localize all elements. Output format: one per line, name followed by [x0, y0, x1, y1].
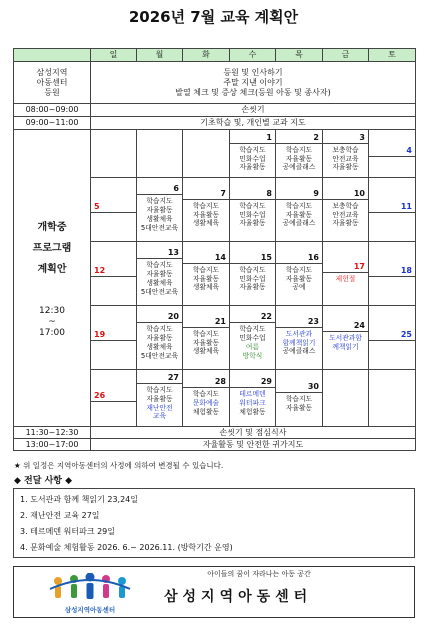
activity-line: 민화수업 — [239, 154, 266, 163]
calendar-day — [230, 130, 276, 178]
center-arrival-label: 삼성지역 아동센터 등원 — [14, 62, 91, 104]
weekday-header: 목 — [276, 49, 323, 62]
schedule-table — [13, 48, 416, 451]
activity-line: 생활체육 — [192, 347, 220, 356]
time-slot: 11:30~12:30 — [14, 427, 91, 439]
day-number: 19 — [91, 330, 136, 341]
logo-text: 삼성지역아동센터 — [64, 606, 116, 614]
calendar-day — [276, 370, 323, 427]
activity-line: 생활체육 — [146, 279, 173, 287]
day-activities — [137, 384, 182, 423]
calendar-day — [183, 178, 230, 242]
activity-line: 께책읽기 — [332, 343, 359, 351]
day-number: 30 — [276, 382, 322, 393]
day-activities — [276, 200, 322, 230]
activity-line: 공예클래스 — [282, 163, 316, 172]
activity-line: 학습지도 — [285, 145, 313, 154]
activity-line: 자율활동 — [285, 154, 313, 163]
activity-line: 재난안전 — [146, 403, 173, 412]
day-number: 25 — [369, 330, 415, 341]
calendar-day — [91, 370, 137, 427]
day-number: 20 — [137, 312, 182, 323]
activity-line: 자율활동 — [146, 334, 173, 343]
calendar-day — [276, 306, 323, 370]
activity-line: 생활체육 — [146, 343, 173, 351]
activity-line: 생활체육 — [192, 283, 220, 292]
calendar-day — [183, 306, 230, 370]
day-activities — [323, 200, 368, 230]
day-activities — [230, 264, 275, 294]
day-activities — [137, 259, 182, 298]
activity-line: 학습지도 — [192, 390, 220, 399]
calendar-day — [91, 306, 137, 370]
activity-line: 자율활동 — [332, 163, 359, 172]
day-activities — [137, 195, 182, 234]
list-item: 4. 문화예술 체험활동 2026. 6.~ 2026.11. (방학기간 운영) — [20, 543, 233, 552]
day-activities — [369, 157, 415, 161]
activity-line: 5대안전교육 — [140, 223, 179, 232]
calendar-day — [230, 306, 276, 370]
day-number: 16 — [276, 253, 322, 264]
calendar-empty — [91, 130, 137, 178]
activity-line: 자율활동 — [285, 274, 313, 283]
section-title: ◆ 전달 사항 ◆ — [14, 476, 73, 486]
calendar-day — [323, 178, 369, 242]
activity-line: 체험활동 — [239, 407, 266, 416]
weekday-header: 월 — [137, 49, 183, 62]
day-number: 8 — [230, 189, 275, 200]
calendar-day — [276, 178, 323, 242]
day-number: 21 — [183, 317, 229, 328]
calendar-day — [230, 242, 276, 306]
day-activities — [230, 323, 275, 362]
activity-line: 학습지도 — [192, 265, 220, 274]
day-activities — [91, 341, 136, 345]
slogan: 아이들의 꿈이 자라나는 아동 공간 — [207, 570, 311, 578]
activity-line: 민화수업 — [239, 274, 266, 283]
weekday-header: 토 — [369, 49, 416, 62]
activity-line: 자율활동 — [146, 394, 173, 403]
schedule-notice: ★ 위 일정은 지역아동센터의 사정에 의하여 변경될 수 있습니다. — [14, 461, 224, 470]
day-number: 1 — [230, 133, 275, 144]
activity-line: 5대안전교육 — [140, 287, 179, 296]
calendar-empty — [369, 370, 416, 427]
activity-line: 학습지도 — [192, 201, 220, 210]
activity-line: 학습지도 — [146, 325, 173, 334]
calendar-day — [91, 178, 137, 242]
day-activities — [276, 264, 322, 294]
time-slot: 08:00~09:00 — [14, 104, 91, 117]
activity-line: 도서관과 — [285, 329, 313, 338]
calendar-empty — [137, 130, 183, 178]
day-activities — [91, 402, 136, 406]
activity-line: 안전교육 — [332, 154, 359, 163]
day-number: 12 — [91, 266, 136, 277]
day-activities — [276, 393, 322, 415]
day-activities — [369, 277, 415, 281]
day-activities — [91, 277, 136, 281]
day-number: 2 — [276, 133, 322, 144]
calendar-day — [369, 130, 416, 178]
activity-line: 학습지도 — [239, 145, 266, 154]
activity-line: 5대안전교육 — [140, 351, 179, 360]
time-activity: 손씻기 — [91, 104, 416, 117]
day-number: 17 — [323, 262, 368, 273]
activity-line: 공예클래스 — [282, 219, 316, 228]
activity-line: 민화수업 — [239, 334, 266, 343]
weekday-header: 화 — [183, 49, 230, 62]
calendar-day — [230, 370, 276, 427]
calendar-day — [137, 242, 183, 306]
time-slot: 09:00~11:00 — [14, 117, 91, 130]
activity-line: 제헌절 — [335, 274, 356, 283]
activity-line: 체험활동 — [192, 407, 220, 416]
calendar-day — [369, 306, 416, 370]
calendar-day — [369, 178, 416, 242]
activity-line: 함께책읽기 — [282, 338, 316, 347]
activity-line: 학습지도 — [146, 261, 173, 270]
calendar-day — [276, 130, 323, 178]
day-activities — [323, 273, 368, 286]
day-activities — [230, 144, 275, 174]
weekday-header: 일 — [91, 49, 137, 62]
announcement-list — [13, 488, 415, 558]
activity-line: 워터파크 — [239, 399, 266, 408]
day-activities — [323, 332, 368, 354]
activity-line: 자율활동 — [239, 283, 266, 292]
activity-line: 여름 — [245, 343, 260, 351]
day-activities — [323, 144, 368, 174]
day-activities — [369, 213, 415, 217]
footer-banner — [13, 566, 415, 618]
header-blank — [14, 49, 91, 62]
activity-line: 자율활동 — [239, 219, 266, 228]
calendar-day — [369, 242, 416, 306]
activity-line: 자율활동 — [192, 210, 220, 219]
day-number: 22 — [230, 312, 275, 323]
activity-line: 안전교육 — [332, 210, 359, 219]
calendar-day — [230, 178, 276, 242]
weekday-header: 금 — [323, 49, 369, 62]
day-number: 26 — [91, 391, 136, 402]
day-activities — [230, 388, 275, 418]
list-item: 1. 도서관과 함께 책읽기 23,24일 — [20, 495, 138, 504]
list-item: 2. 재난안전 교육 27일 — [20, 511, 100, 520]
day-number: 3 — [323, 133, 368, 144]
activity-line: 생활체육 — [192, 219, 220, 228]
activity-line: 학습지도 — [146, 385, 173, 394]
activity-line: 민화수업 — [239, 210, 266, 219]
day-activities — [183, 264, 229, 294]
activity-line: 학습지도 — [239, 201, 266, 210]
calendar-day — [323, 242, 369, 306]
time-activity: 자율활동 및 안전한 귀가지도 — [91, 439, 416, 451]
calendar-day — [323, 130, 369, 178]
activity-line: 방학식 — [242, 351, 263, 360]
day-activities — [183, 328, 229, 358]
day-number: 6 — [137, 184, 182, 195]
day-number: 5 — [91, 202, 136, 213]
activity-line: 학습지도 — [285, 265, 313, 274]
activity-line: 교육 — [152, 412, 167, 421]
calendar-day — [137, 178, 183, 242]
day-number: 23 — [276, 317, 322, 328]
day-activities — [230, 200, 275, 230]
day-number: 10 — [323, 189, 368, 200]
calendar-day — [137, 370, 183, 427]
time-activity: 손씻기 및 점심식사 — [91, 427, 416, 439]
activity-line: 자율활동 — [239, 163, 266, 172]
day-number: 27 — [137, 373, 182, 384]
day-activities — [276, 144, 322, 174]
day-number: 7 — [183, 189, 229, 200]
activity-line: 보충학습 — [332, 201, 359, 210]
activity-line: 공예클래스 — [282, 347, 316, 356]
day-number: 24 — [323, 321, 368, 332]
time-slot: 13:00~17:00 — [14, 439, 91, 451]
activity-line: 생활체육 — [146, 215, 173, 223]
day-number: 14 — [183, 253, 229, 264]
activity-line: 학습지도 — [239, 265, 266, 274]
activity-line: 보충학습 — [332, 145, 359, 154]
calendar-day — [276, 242, 323, 306]
day-activities — [183, 200, 229, 230]
time-activity: 기초학습 및, 개인별 교과 지도 — [91, 117, 416, 130]
day-number: 18 — [369, 266, 415, 277]
activity-line: 자율활동 — [332, 219, 359, 228]
day-activities — [183, 388, 229, 418]
center-name: 삼성지역아동센터 — [164, 589, 313, 605]
activity-line: 학습지도 — [285, 394, 313, 403]
calendar-day — [137, 306, 183, 370]
arrival-activities: 등원 및 인사하기 주말 지낸 이야기 발열 체크 및 증상 체크(등원 아동 및 종사자) — [91, 62, 416, 104]
activity-line: 학습지도 — [239, 325, 266, 334]
calendar-day — [183, 370, 230, 427]
activity-line: 자율활동 — [192, 338, 220, 347]
calendar-empty — [183, 130, 230, 178]
activity-line: 자율활동 — [285, 210, 313, 219]
calendar-day — [183, 242, 230, 306]
program-label: 개학중 프로그램 계획안 12:30 ~ 17:00 — [14, 130, 91, 427]
day-activities — [369, 341, 415, 345]
day-number: 29 — [230, 377, 275, 388]
day-activities — [137, 323, 182, 362]
weekday-header: 수 — [230, 49, 276, 62]
activity-line: 학습지도 — [192, 329, 220, 338]
calendar-empty — [323, 370, 369, 427]
day-number: 4 — [369, 146, 415, 157]
calendar-day — [91, 242, 137, 306]
calendar-day — [323, 306, 369, 370]
day-number: 9 — [276, 189, 322, 200]
activity-line: 테르메덴 — [239, 390, 266, 399]
activity-line: 학습지도 — [146, 197, 173, 206]
list-item: 3. 테르메덴 워터파크 29일 — [20, 527, 115, 536]
page-title: 2026년 7월 교육 계획안 — [128, 8, 299, 26]
day-activities — [91, 213, 136, 217]
activity-line: 자율활동 — [146, 206, 173, 215]
day-number: 15 — [230, 253, 275, 264]
activity-line: 학습지도 — [285, 201, 313, 210]
day-number: 11 — [369, 202, 415, 213]
activity-line: 공예 — [292, 283, 306, 292]
activity-line: 도서관과함 — [329, 334, 362, 343]
day-number: 13 — [137, 248, 182, 259]
activity-line: 자율활동 — [146, 270, 173, 279]
activity-line: 자율활동 — [285, 403, 313, 412]
activity-line: 문화예술 — [192, 399, 220, 408]
activity-line: 자율활동 — [192, 274, 220, 283]
day-activities — [276, 328, 322, 358]
day-number: 28 — [183, 377, 229, 388]
